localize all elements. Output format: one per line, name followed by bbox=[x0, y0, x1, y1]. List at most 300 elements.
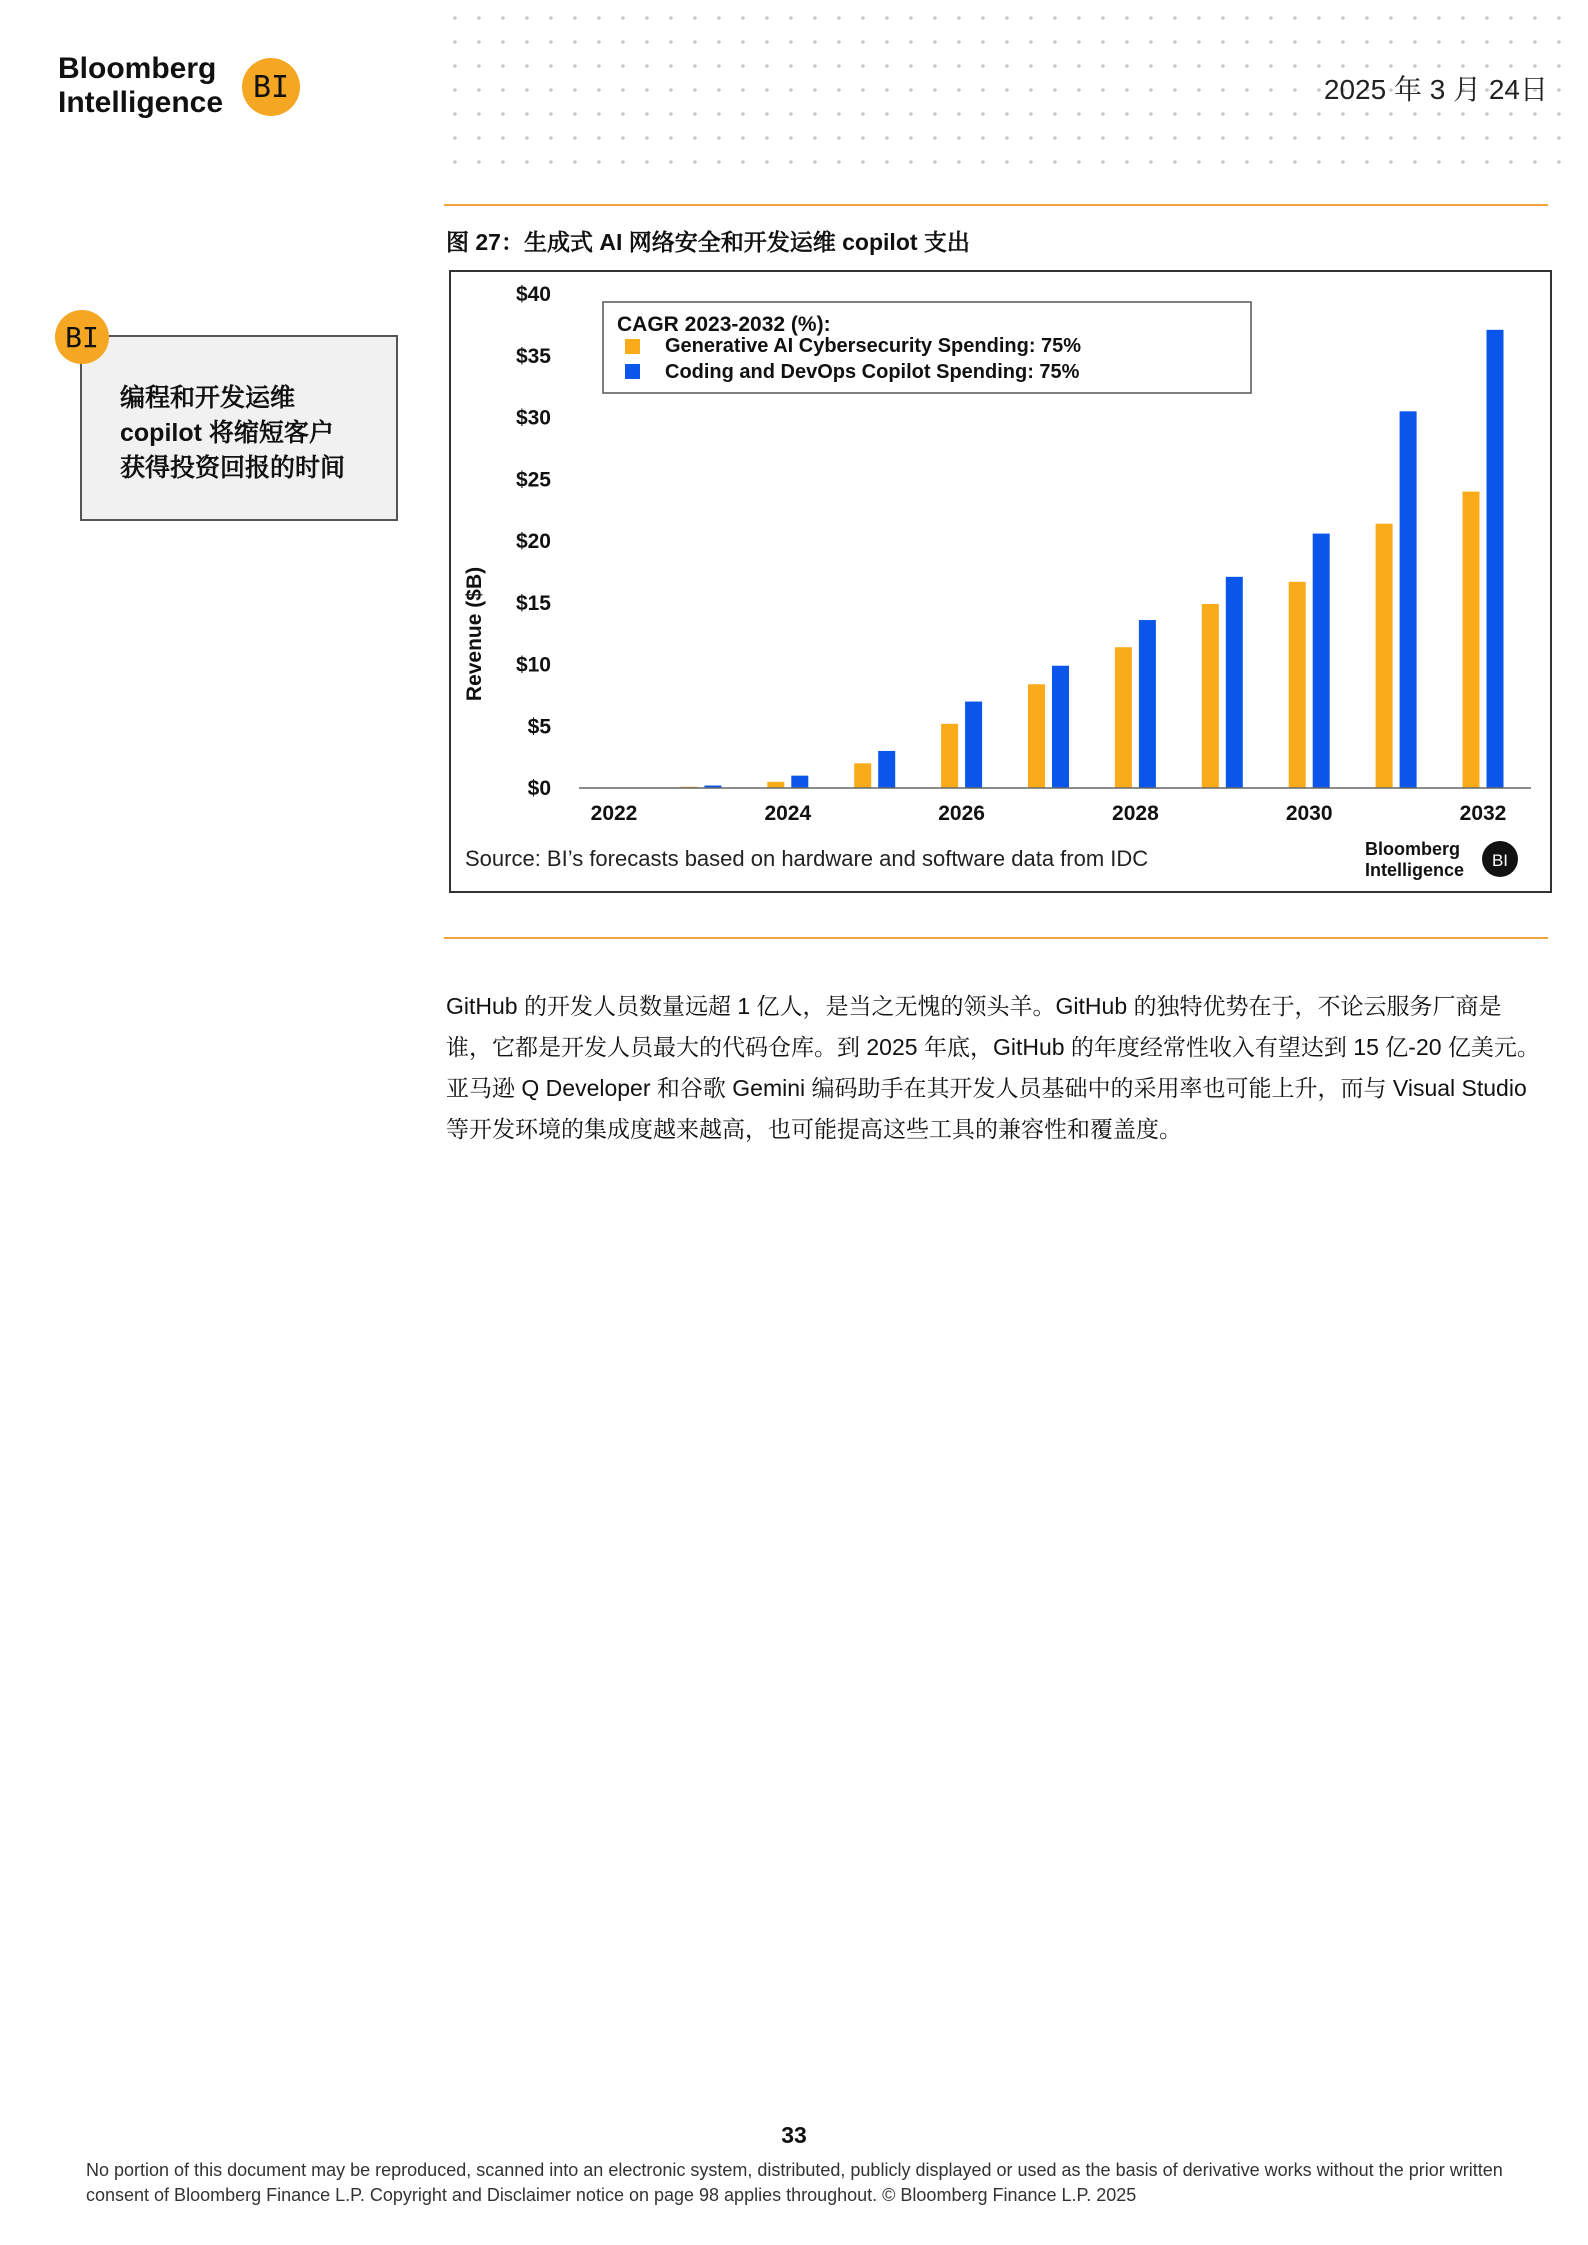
decor-dot bbox=[1365, 16, 1369, 20]
decor-dot bbox=[621, 112, 625, 116]
decor-dot bbox=[1221, 64, 1225, 68]
decor-dot bbox=[741, 16, 745, 20]
decor-dot bbox=[981, 112, 985, 116]
decor-dot bbox=[693, 64, 697, 68]
decor-dot bbox=[1533, 40, 1537, 44]
decor-dot bbox=[1245, 88, 1249, 92]
decor-dot bbox=[645, 88, 649, 92]
decor-dot bbox=[1101, 160, 1105, 164]
decor-dot bbox=[981, 88, 985, 92]
decor-dot bbox=[837, 64, 841, 68]
y-axis-label: Revenue ($B) bbox=[463, 566, 486, 702]
decor-dot bbox=[1485, 160, 1489, 164]
watermark-badge: BI bbox=[1491, 851, 1509, 870]
decor-dot bbox=[813, 136, 817, 140]
decor-dot bbox=[621, 136, 625, 140]
decor-dot bbox=[1317, 160, 1321, 164]
decor-dot bbox=[1293, 112, 1297, 116]
decor-dot bbox=[1293, 136, 1297, 140]
decor-dot bbox=[645, 64, 649, 68]
decor-dot bbox=[1149, 16, 1153, 20]
decor-dot bbox=[1245, 136, 1249, 140]
decor-dot bbox=[741, 136, 745, 140]
decor-dot bbox=[909, 88, 913, 92]
decor-dot bbox=[813, 112, 817, 116]
decor-dot bbox=[525, 160, 529, 164]
decor-dot bbox=[453, 64, 457, 68]
bar-cybersecurity-2030 bbox=[1289, 582, 1306, 788]
decor-dot bbox=[1005, 160, 1009, 164]
decor-dot bbox=[1077, 64, 1081, 68]
decor-dot bbox=[1221, 88, 1225, 92]
decor-dot bbox=[597, 88, 601, 92]
decor-dot bbox=[765, 88, 769, 92]
decor-dot bbox=[885, 136, 889, 140]
decor-dot bbox=[1365, 40, 1369, 44]
figure-title: 图 27：生成式 AI 网络安全和开发运维 copilot 支出 bbox=[446, 229, 970, 255]
decor-dot bbox=[717, 112, 721, 116]
chart-watermark bbox=[1365, 839, 1518, 880]
decor-dot bbox=[1557, 40, 1561, 44]
bar-copilot-2032 bbox=[1487, 330, 1504, 788]
decor-dot bbox=[693, 160, 697, 164]
decor-dot bbox=[1269, 136, 1273, 140]
decor-dot bbox=[1101, 88, 1105, 92]
decor-dot bbox=[1269, 112, 1273, 116]
decor-dot bbox=[837, 160, 841, 164]
decor-dot bbox=[1341, 136, 1345, 140]
decor-dot bbox=[597, 40, 601, 44]
decor-dot bbox=[1077, 88, 1081, 92]
decor-dot bbox=[453, 40, 457, 44]
decor-dot bbox=[1149, 112, 1153, 116]
decor-dot bbox=[1293, 160, 1297, 164]
decor-dot bbox=[1077, 112, 1081, 116]
decor-dot bbox=[1509, 160, 1513, 164]
decor-dot bbox=[765, 160, 769, 164]
decor-dot bbox=[933, 88, 937, 92]
x-tick-label: 2030 bbox=[1285, 802, 1333, 825]
decor-dot bbox=[1341, 160, 1345, 164]
decor-dot bbox=[1197, 40, 1201, 44]
decor-dot bbox=[765, 136, 769, 140]
decor-dot bbox=[1101, 16, 1105, 20]
decor-dot bbox=[1053, 112, 1057, 116]
callout-bi-badge: BI bbox=[55, 310, 109, 364]
decor-dot bbox=[1221, 16, 1225, 20]
decor-dot bbox=[501, 136, 505, 140]
decor-dot bbox=[501, 88, 505, 92]
decor-dot bbox=[1197, 160, 1201, 164]
decor-dot bbox=[861, 40, 865, 44]
decor-dot bbox=[1437, 160, 1441, 164]
decor-dot bbox=[1485, 16, 1489, 20]
decor-dot bbox=[525, 40, 529, 44]
decor-dot bbox=[1317, 112, 1321, 116]
decor-dot bbox=[621, 88, 625, 92]
decor-dot bbox=[501, 160, 505, 164]
decor-dot bbox=[1245, 64, 1249, 68]
decor-dot bbox=[789, 88, 793, 92]
decor-dot bbox=[1053, 40, 1057, 44]
watermark-line-2: Intelligence bbox=[1365, 860, 1465, 880]
decor-dot bbox=[861, 136, 865, 140]
decor-dot bbox=[1005, 88, 1009, 92]
decor-dot bbox=[573, 160, 577, 164]
decor-dot bbox=[477, 88, 481, 92]
decor-dot bbox=[957, 112, 961, 116]
decor-dot bbox=[1221, 136, 1225, 140]
decor-dot bbox=[1125, 88, 1129, 92]
decor-dot bbox=[717, 16, 721, 20]
decor-dot bbox=[1413, 16, 1417, 20]
decor-dot bbox=[477, 112, 481, 116]
decor-dot bbox=[597, 112, 601, 116]
decor-dot bbox=[1269, 40, 1273, 44]
x-axis bbox=[591, 802, 1507, 825]
decor-dot bbox=[1149, 160, 1153, 164]
decor-dot bbox=[981, 16, 985, 20]
decor-dot bbox=[1293, 64, 1297, 68]
decor-dot bbox=[1173, 88, 1177, 92]
decor-dot bbox=[573, 88, 577, 92]
decor-dot bbox=[1437, 136, 1441, 140]
decor-dot bbox=[549, 88, 553, 92]
decor-dot bbox=[1005, 112, 1009, 116]
decor-dot bbox=[1269, 88, 1273, 92]
decor-dot bbox=[621, 40, 625, 44]
bar-copilot-2029 bbox=[1226, 577, 1243, 788]
decor-dot bbox=[933, 160, 937, 164]
decor-dot bbox=[1317, 136, 1321, 140]
decor-dot bbox=[837, 40, 841, 44]
decor-dot bbox=[813, 64, 817, 68]
decor-dot bbox=[597, 16, 601, 20]
decor-dot bbox=[453, 88, 457, 92]
decor-dot bbox=[957, 136, 961, 140]
decor-dot bbox=[1437, 40, 1441, 44]
decor-dot bbox=[1077, 16, 1081, 20]
decor-dot bbox=[1293, 88, 1297, 92]
decor-dot bbox=[1029, 16, 1033, 20]
decor-dot bbox=[501, 16, 505, 20]
decor-dot bbox=[621, 16, 625, 20]
decor-dot bbox=[789, 136, 793, 140]
decor-dot bbox=[477, 16, 481, 20]
decor-dot bbox=[861, 88, 865, 92]
chart-frame bbox=[449, 270, 1552, 893]
decor-dot bbox=[885, 88, 889, 92]
decor-dot bbox=[1269, 16, 1273, 20]
decor-dot bbox=[813, 16, 817, 20]
decor-dot bbox=[477, 160, 481, 164]
decor-dot bbox=[1029, 136, 1033, 140]
decor-dot bbox=[477, 136, 481, 140]
decor-dot bbox=[645, 40, 649, 44]
bar-cybersecurity-2026 bbox=[941, 724, 958, 788]
decor-dot bbox=[765, 64, 769, 68]
decor-dot bbox=[861, 16, 865, 20]
legend-item-cybersecurity: Generative AI Cybersecurity Spending: 75% bbox=[665, 335, 1082, 357]
decor-dot bbox=[597, 64, 601, 68]
bloomberg-intelligence-logo bbox=[58, 52, 223, 120]
y-tick-label: $10 bbox=[515, 653, 551, 677]
decor-dot bbox=[1413, 40, 1417, 44]
decor-dot bbox=[981, 64, 985, 68]
decor-dot bbox=[1389, 136, 1393, 140]
decor-dot bbox=[1389, 40, 1393, 44]
decor-dot bbox=[1125, 136, 1129, 140]
decor-dot bbox=[1341, 112, 1345, 116]
sidebar-callout bbox=[80, 335, 398, 521]
decor-dot bbox=[549, 40, 553, 44]
decor-dot bbox=[1053, 160, 1057, 164]
decor-dot bbox=[1317, 88, 1321, 92]
decor-dot bbox=[861, 112, 865, 116]
decor-dot bbox=[1485, 112, 1489, 116]
decor-dot bbox=[717, 160, 721, 164]
decor-dot bbox=[573, 40, 577, 44]
decor-dot bbox=[1101, 136, 1105, 140]
decor-dot bbox=[1509, 136, 1513, 140]
decor-dot bbox=[837, 88, 841, 92]
decor-dot bbox=[1365, 112, 1369, 116]
decor-dot bbox=[1173, 40, 1177, 44]
decor-dot bbox=[933, 112, 937, 116]
decor-dot bbox=[669, 16, 673, 20]
bar-cybersecurity-2032 bbox=[1463, 492, 1480, 788]
x-tick-label: 2028 bbox=[1112, 802, 1159, 825]
decor-dot bbox=[549, 64, 553, 68]
decor-dot bbox=[477, 40, 481, 44]
decor-dot bbox=[741, 112, 745, 116]
bar-copilot-2024 bbox=[791, 776, 808, 788]
callout-line-3: 获得投资回报的时间 bbox=[120, 454, 346, 482]
decor-dot bbox=[909, 40, 913, 44]
decor-dot bbox=[1437, 112, 1441, 116]
decor-dot bbox=[669, 88, 673, 92]
decor-dot bbox=[669, 160, 673, 164]
decor-dot bbox=[501, 40, 505, 44]
x-tick-label: 2024 bbox=[764, 802, 812, 825]
decor-dot bbox=[1029, 64, 1033, 68]
decor-dot bbox=[453, 16, 457, 20]
y-tick-label: $30 bbox=[515, 406, 551, 430]
watermark-line-1: Bloomberg bbox=[1365, 839, 1461, 859]
decor-dot bbox=[717, 64, 721, 68]
decor-dot bbox=[885, 112, 889, 116]
decor-dot bbox=[909, 64, 913, 68]
decor-dot bbox=[1389, 112, 1393, 116]
decor-dot bbox=[1221, 160, 1225, 164]
decor-dot bbox=[1509, 40, 1513, 44]
decor-dot bbox=[1413, 136, 1417, 140]
decor-dot bbox=[669, 136, 673, 140]
decor-dot bbox=[885, 160, 889, 164]
decor-dot bbox=[1293, 40, 1297, 44]
decor-dot bbox=[1197, 136, 1201, 140]
decor-dot bbox=[1461, 136, 1465, 140]
decor-dot bbox=[645, 16, 649, 20]
decor-dot bbox=[1077, 40, 1081, 44]
decor-dot bbox=[669, 64, 673, 68]
y-tick-label: $40 bbox=[515, 283, 551, 306]
decor-dot bbox=[669, 40, 673, 44]
decor-dot bbox=[981, 160, 985, 164]
decor-dot bbox=[1125, 64, 1129, 68]
decor-dot bbox=[597, 160, 601, 164]
decor-dot bbox=[957, 16, 961, 20]
decor-dot bbox=[885, 40, 889, 44]
decor-dot bbox=[1101, 112, 1105, 116]
decor-dot bbox=[693, 88, 697, 92]
decor-dot bbox=[1173, 16, 1177, 20]
decor-dot bbox=[813, 160, 817, 164]
decor-dot bbox=[1005, 64, 1009, 68]
decor-dot bbox=[1245, 160, 1249, 164]
decor-dot bbox=[1005, 16, 1009, 20]
bar-cybersecurity-2027 bbox=[1028, 684, 1045, 788]
decor-dot bbox=[1533, 16, 1537, 20]
decor-dot bbox=[957, 40, 961, 44]
decor-dot bbox=[885, 16, 889, 20]
brand-line-1: Bloomberg bbox=[58, 52, 217, 85]
decor-dot bbox=[621, 160, 625, 164]
decor-dot bbox=[1029, 112, 1033, 116]
decor-dot bbox=[525, 112, 529, 116]
legend bbox=[603, 302, 1251, 393]
decor-dot bbox=[1173, 160, 1177, 164]
y-tick-label: $5 bbox=[527, 715, 551, 739]
legend-swatch-copilot bbox=[625, 364, 640, 379]
decor-dot bbox=[1149, 136, 1153, 140]
legend-swatch-cybersecurity bbox=[625, 339, 640, 354]
decor-dot bbox=[1317, 40, 1321, 44]
decor-dot bbox=[1029, 88, 1033, 92]
decor-dot bbox=[789, 40, 793, 44]
decor-dot bbox=[1005, 40, 1009, 44]
decor-dot bbox=[741, 160, 745, 164]
decor-dot bbox=[453, 160, 457, 164]
decor-dot bbox=[1437, 16, 1441, 20]
decor-dot bbox=[1221, 112, 1225, 116]
brand-line-2: Intelligence bbox=[58, 86, 224, 119]
callout-line-2: copilot 将缩短客户 bbox=[120, 419, 334, 447]
decor-dot bbox=[813, 40, 817, 44]
decor-dot bbox=[1533, 112, 1537, 116]
decor-dot bbox=[981, 40, 985, 44]
decor-dot bbox=[501, 112, 505, 116]
decor-dot bbox=[837, 16, 841, 20]
decor-dot bbox=[813, 88, 817, 92]
decor-dot bbox=[1149, 64, 1153, 68]
decor-dot bbox=[1293, 16, 1297, 20]
decor-dot bbox=[981, 136, 985, 140]
decor-dot bbox=[1125, 112, 1129, 116]
decor-dot bbox=[645, 136, 649, 140]
callout-line-1: 编程和开发运维 bbox=[120, 384, 296, 412]
figure-bottom-divider bbox=[444, 937, 1548, 939]
x-tick-label: 2022 bbox=[590, 802, 638, 825]
decor-dot bbox=[741, 88, 745, 92]
decor-dot bbox=[717, 136, 721, 140]
body-paragraph: GitHub 的开发人员数量远超 1 亿人，是当之无愧的领头羊。GitHub 的独特优势在于，不论云服务厂商是谁，它都是开发人员最大的代码仓库。到 2025 年底，GitHub 的年度经常性收入有望达到 15 亿-20 亿美元。亚马逊 Q Developer 和谷歌 Gemini 编码助手在其开发人员基础中的采用率也可能上升，而与 Visual Studio 等开发环境的集成度越来越高，也可能提高这些工具的兼容性和覆盖度。 bbox=[446, 993, 1540, 1142]
decor-dot bbox=[1173, 136, 1177, 140]
decor-dot bbox=[765, 16, 769, 20]
decor-dot bbox=[837, 136, 841, 140]
bar-copilot-2025 bbox=[878, 751, 895, 788]
decor-dot bbox=[1533, 160, 1537, 164]
bar-cybersecurity-2025 bbox=[854, 763, 871, 788]
decor-dot bbox=[645, 112, 649, 116]
bar-cybersecurity-2029 bbox=[1202, 604, 1219, 788]
decor-dot bbox=[861, 64, 865, 68]
decor-dot bbox=[789, 160, 793, 164]
decor-dot bbox=[861, 160, 865, 164]
decor-dot bbox=[1125, 160, 1129, 164]
decor-dot bbox=[909, 160, 913, 164]
decor-dot bbox=[1197, 88, 1201, 92]
bars bbox=[680, 330, 1503, 788]
decor-dot bbox=[1485, 136, 1489, 140]
decor-dot bbox=[1269, 160, 1273, 164]
bar-copilot-2027 bbox=[1052, 666, 1069, 788]
decor-dot bbox=[1053, 64, 1057, 68]
decor-dot bbox=[1485, 40, 1489, 44]
decor-dot bbox=[717, 40, 721, 44]
legend-item-copilot: Coding and DevOps Copilot Spending: 75% bbox=[665, 361, 1080, 383]
callout-text bbox=[120, 381, 345, 486]
decor-dot bbox=[573, 16, 577, 20]
decor-dot bbox=[549, 160, 553, 164]
footer-disclaimer: No portion of this document may be reproduced, scanned into an electronic system, distributed, publicly displayed or used as the basis of derivative works without the prior written consent of Bloomberg Finance L.P. Copyright and Disclaimer notice on page 98 applies throughout. © Bloomberg Finance L.P. 2025 bbox=[86, 2160, 1503, 2205]
legend-title: CAGR 2023-2032 (%): bbox=[617, 313, 831, 336]
decor-dot bbox=[1029, 160, 1033, 164]
decor-dot bbox=[933, 16, 937, 20]
decor-dot bbox=[909, 112, 913, 116]
decor-dot bbox=[1461, 16, 1465, 20]
decor-dot bbox=[741, 64, 745, 68]
decor-dot bbox=[573, 112, 577, 116]
decor-dot bbox=[549, 136, 553, 140]
decor-dot bbox=[789, 112, 793, 116]
chart-source: Source: BI’s forecasts based on hardware and software data from IDC bbox=[465, 846, 1149, 871]
bar-cybersecurity-2031 bbox=[1376, 524, 1393, 788]
x-tick-label: 2026 bbox=[938, 802, 985, 825]
decor-dot bbox=[1197, 112, 1201, 116]
y-tick-label: $0 bbox=[527, 777, 551, 800]
decor-dot bbox=[1221, 40, 1225, 44]
decor-dot bbox=[1557, 88, 1561, 92]
decor-dot bbox=[525, 16, 529, 20]
bar-copilot-2030 bbox=[1313, 534, 1330, 788]
page-number: 33 bbox=[781, 2122, 807, 2148]
decor-dot bbox=[765, 40, 769, 44]
decor-dot bbox=[957, 64, 961, 68]
decor-dot bbox=[789, 16, 793, 20]
decor-dot bbox=[1317, 64, 1321, 68]
decor-dot bbox=[525, 88, 529, 92]
decor-dot bbox=[477, 64, 481, 68]
decor-dot bbox=[645, 160, 649, 164]
decor-dot bbox=[1413, 112, 1417, 116]
decor-dot bbox=[549, 112, 553, 116]
decor-dot bbox=[1245, 40, 1249, 44]
decor-dot bbox=[1077, 160, 1081, 164]
decor-dot bbox=[789, 64, 793, 68]
y-tick-label: $35 bbox=[515, 344, 551, 368]
decor-dot bbox=[1557, 112, 1561, 116]
